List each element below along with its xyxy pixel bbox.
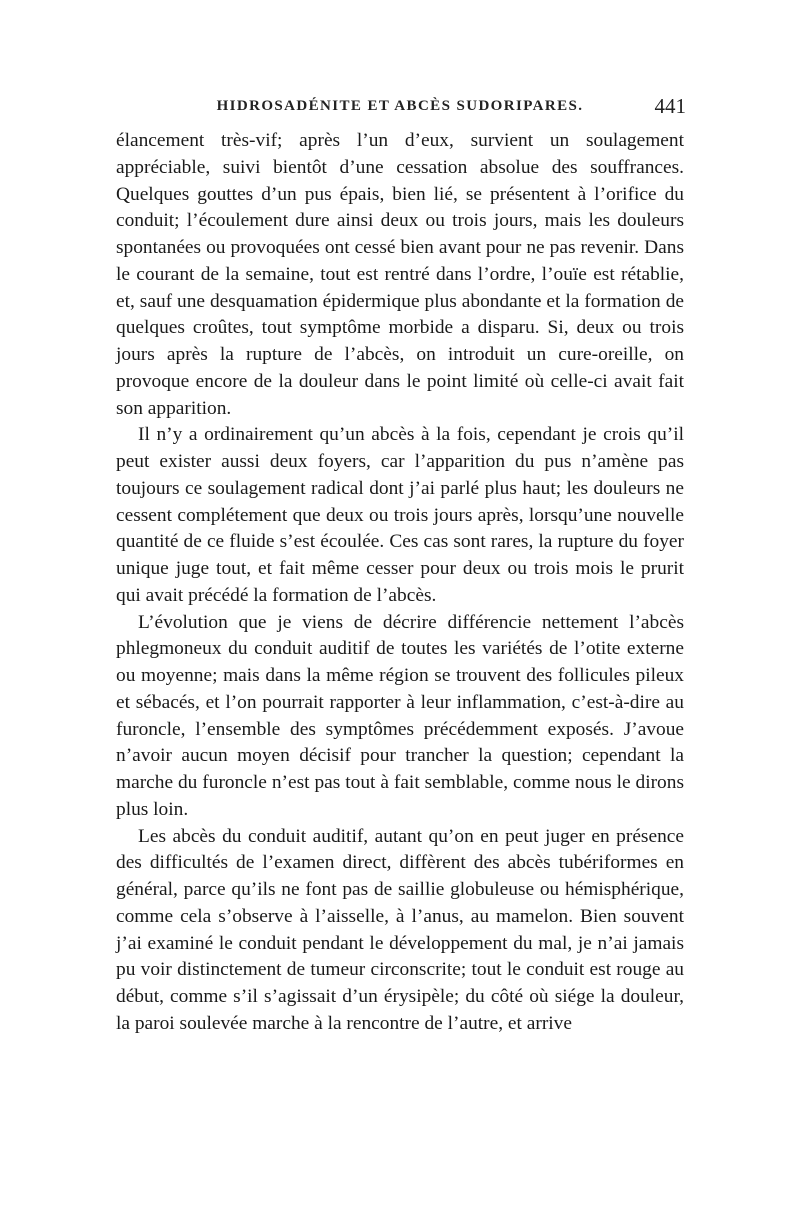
running-title: HIDROSADÉNITE ET ABCÈS SUDORIPARES. xyxy=(216,98,584,114)
paragraph: L’évolution que je viens de décrire différencie nettement l’abcès phlegmoneux du conduit auditif de toutes les variétés de l’otite externe ou moyenne; mais dans la même région se trouvent des follicules pileux et sébacés, et l’on pourrait rapporter à leur inflammation, c’est-à-dire au furoncle, l’ensemble des symptômes précédemment exposés. J’avoue n’avoir aucun moyen décisif pour trancher la question; cependant la marche du furoncle n’est pas tout à fait semblable, comme nous le dirons plus loin. xyxy=(116,611,684,820)
page-number: 441 xyxy=(654,94,686,118)
body-text xyxy=(116,128,684,1038)
paragraph-continuation: élancement très-vif; après l’un d’eux, survient un soulagement appréciable, suivi bientôt d’une cessation absolue des souffrances. Quelques gouttes d’un pus épais, bien lié, se présentent à l’orifice du conduit; l’écoulement dure ainsi deux ou trois jours, mais les douleurs spontanées ou provoquées ont cessé bien avant pour ne pas revenir. Dans le courant de la semaine, tout est rentré dans l’ordre, l’ouïe est rétablie, et, sauf une desquamation épidermique plus abondante et la formation de quelques croûtes, tout symptôme morbide a disparu. Si, deux ou trois jours après la rupture de l’abcès, on introduit un cure-oreille, on provoque encore de la douleur dans le point limité où celle-ci avait fait son apparition. xyxy=(116,130,684,419)
paragraph: Il n’y a ordinairement qu’un abcès à la fois, cependant je crois qu’il peut exister aussi deux foyers, car l’apparition du pus n’amène pas toujours ce soulagement radical dont j’ai parlé plus haut; les douleurs ne cessent complétement que deux ou trois jours après, lorsqu’une nouvelle quantité de ce fluide s’est écoulée. Ces cas sont rares, la rupture du foyer unique juge tout, et fait même cesser pour deux ou trois mois le prurit qui avait précédé la formation de l’abcès. xyxy=(116,424,684,606)
paragraph: Les abcès du conduit auditif, autant qu’on en peut juger en présence des difficultés de l’examen direct, diffèrent des abcès tubériformes en général, parce qu’ils ne font pas de saillie globuleuse ou hémisphérique, comme cela s’observe à l’aisselle, à l’anus, au mamelon. Bien souvent j’ai examiné le conduit pendant le développement du mal, je n’ai jamais pu voir distinctement de tumeur circonscrite; tout le conduit est rouge au début, comme s’il s’agissait d’un érysipèle; du côté où siége la douleur, la paroi soulevée marche à la rencontre de l’autre, et arrive xyxy=(116,825,684,1034)
running-head xyxy=(114,94,686,124)
